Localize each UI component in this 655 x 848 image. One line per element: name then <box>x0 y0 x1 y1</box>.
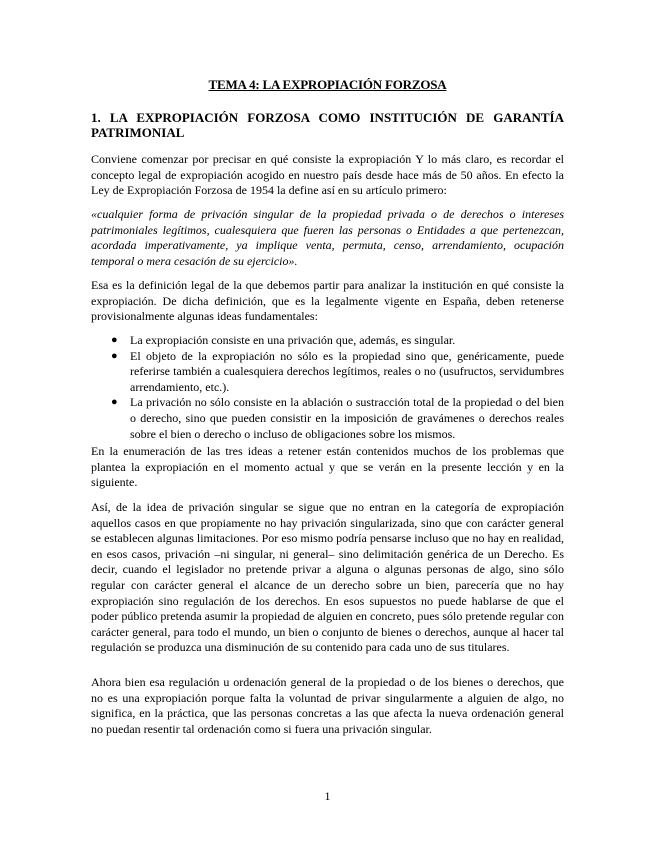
list-item-text: La expropiación consiste en una privación que, además, es singular. <box>130 333 456 347</box>
page-number: 1 <box>324 789 331 803</box>
bullet-icon: ● <box>111 349 118 362</box>
key-ideas-list <box>91 333 564 442</box>
paragraph-intro: Conviene comenzar por precisar en qué consiste la expropiación Y lo más claro, es recordar el concepto legal de expropiación acogido en nuestro país desde hace más de 50 años. En efecto la Ley de Expropiación Forzosa de 1954 la define así en su artículo primero: <box>91 152 564 198</box>
list-item <box>91 349 564 396</box>
list-item <box>91 395 564 442</box>
paragraph-general-regulation: Ahora bien esa regulación u ordenación general de la propiedad o de los bienes o derechos, que no es una expropiación porque falta la voluntad de privar singularmente a alguien de algo, no significa, en la práctica, que las personas concretas a las que afecta la nueva ordenación general no puedan resentir tal ordenación como si fuera una privación singular. <box>91 675 564 736</box>
document-title: TEMA 4: LA EXPROPIACIÓN FORZOSA <box>208 77 447 92</box>
paragraph-enumeration: En la enumeración de las tres ideas a retener están contenidos muchos de los problemas que plantea la expropiación en el momento actual y que se verán en la presente lección y en la siguiente. <box>91 444 564 490</box>
legal-definition-quote: «cualquier forma de privación singular de la propiedad privada o de derechos o intereses patrimoniales legítimos, cualesquiera que fueren las personas o Entidades a que pertenezcan, acordada imperativamente, ya implique venta, permuta, censo, arrendamiento, ocupación temporal o mera cesación de su ejercicio». <box>91 207 564 268</box>
bullet-icon: ● <box>111 396 118 409</box>
list-item-text: El objeto de la expropiación no sólo es la propiedad sino que, genéricamente, puede referirse también a cualesquiera derechos legítimos, reales o no (usufructos, servidumbres arrendamiento, etc.). <box>130 348 564 394</box>
list-item-text: La privación no sólo consiste en la ablación o sustracción total de la propiedad o del bien o derecho, sino que pueden consistir en la imposición de gravámenes o derechos reales sobre el bien o derecho o incluso de obligaciones sobre los mismos. <box>130 395 564 441</box>
bullet-icon: ● <box>111 334 118 346</box>
paragraph-definition: Esa es la definición legal de la que debemos partir para analizar la institución en qué consiste la expropiación. De dicha definición, que es la legalmente vigente en España, deben retenerse provisionalmente algunas ideas fundamentales: <box>91 278 564 324</box>
list-item <box>91 333 564 349</box>
section-heading: 1. LA EXPROPIACIÓN FORZOSA COMO INSTITUCIÓN DE GARANTÍA PATRIMONIAL <box>91 110 564 140</box>
paragraph-singular-privation: Así, de la idea de privación singular se sigue que no entran en la categoría de expropiación aquellos casos en que propiamente no hay privación singularizada, sino que con carácter general se establecen algunas limitaciones. Por eso mismo podría pensarse incluso que no hay en realidad, en esos casos, privación –ni singular, ni general– sino delimitación genérica de un Derecho. Es decir, cuando el legislador no pretende privar a alguna o algunas personas de algo, sino sólo regular con carácter general el alcance de un derecho sobre un bien, parecería que no hay expropiación sino regulación de los derechos. En esos supuestos no puede hablarse de que el poder público pretenda asumir la propiedad de alguien en concreto, pues sólo pretende regular con carácter general, para todo el mundo, un bien o conjunto de bienes o derechos, aunque al hacer tal regulación se produzca una disminución de su contenido para cada uno de sus titulares. <box>91 500 564 655</box>
